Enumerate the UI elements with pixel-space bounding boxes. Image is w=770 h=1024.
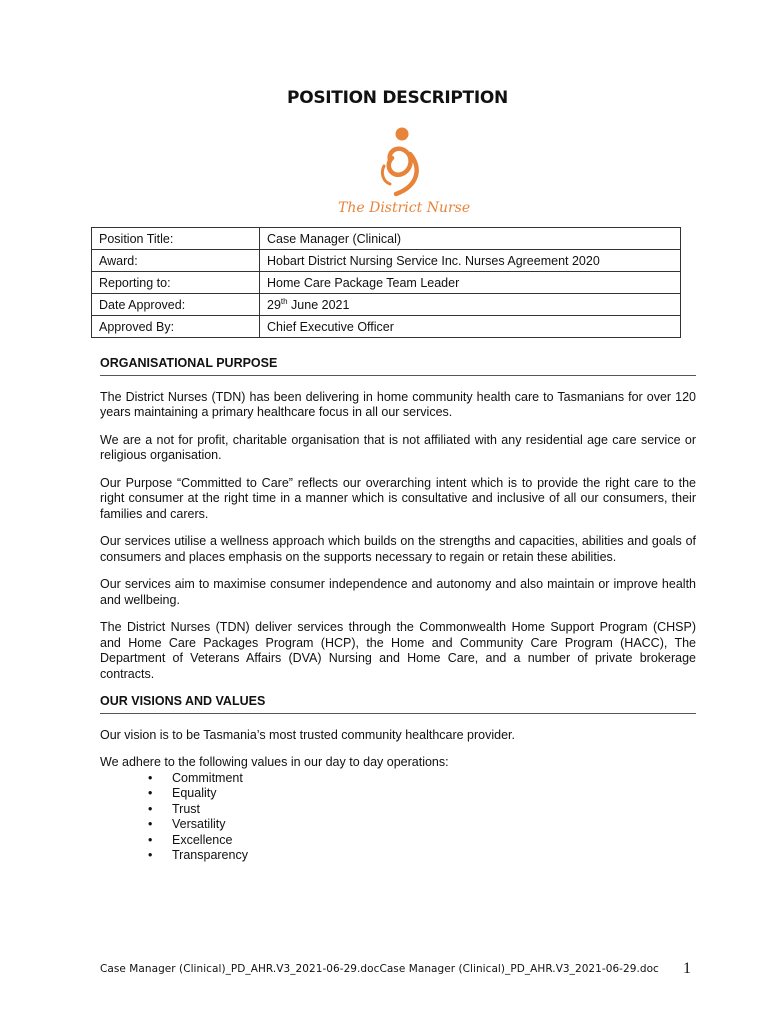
the-district-nurses-logo (330, 124, 470, 216)
purpose-paragraph: Our Purpose “Committed to Care” reflects our overarching intent which is to provide the right care to the right consumer at the right time in a manner which is consultative and inclusive of all our consumers, their families and carers. (100, 475, 696, 521)
approved-by-label: Approved By: (92, 316, 260, 338)
date-suffix: th (280, 296, 288, 306)
purpose-paragraph: The District Nurses (TDN) has been delivering in home community health care to Tasmanians for over 120 years maintaining a primary healthcare focus in all our services. (100, 389, 696, 419)
date-rest: June 2021 (287, 297, 350, 312)
list-item: • Equality (148, 786, 696, 802)
list-item: • Excellence (148, 833, 696, 849)
purpose-paragraph: Our services aim to maximise consumer independence and autonomy and also maintain or improve health and wellbeing. (100, 577, 696, 607)
purpose-paragraph: Our services utilise a wellness approach which builds on the strengths and capacities, abilities and goals of consumers and places emphasis on the supports necessary to regain or retain these abilities. (100, 534, 696, 564)
table-row (92, 316, 681, 338)
list-item: • Versatility (148, 817, 696, 833)
date-approved-value (260, 294, 681, 316)
values-list (100, 771, 696, 864)
reporting-to-label: Reporting to: (92, 272, 260, 294)
page-number: 1 (683, 960, 691, 977)
table-row (92, 228, 681, 250)
values-intro: We adhere to the following values in our day to day operations: (100, 755, 449, 769)
vision-statement: Our vision is to be Tasmania’s most trusted community healthcare provider. (100, 727, 516, 742)
logo-wordmark: The District Nurses (338, 200, 470, 216)
position-details-table (91, 227, 681, 338)
award-value: Hobart District Nursing Service Inc. Nurses Agreement 2020 (260, 250, 681, 272)
table-row (92, 294, 681, 316)
table-row (92, 272, 681, 294)
purpose-paragraph: We are a not for profit, charitable organisation that is not affiliated with any residential age care service or religious organisation. (100, 432, 696, 462)
footer-filename: Case Manager (Clinical)_PD_AHR.V3_2021-06-29.docCase Manager (Clinical)_PD_AHR.V3_2021-06-29.doc (100, 963, 659, 975)
document-body (100, 356, 696, 864)
date-day: 29 (267, 297, 281, 312)
date-approved-label: Date Approved: (92, 294, 260, 316)
purpose-paragraph: The District Nurses (TDN) deliver services through the Commonwealth Home Support Program (CHSP) and Home Care Packages Program (HCP), the Home and Community Care Program (HACC), The Department of Veterans Affairs (DVA) Nursing and Home Care, and a number of private brokerage contracts. (100, 620, 696, 681)
reporting-to-value: Home Care Package Team Leader (260, 272, 681, 294)
list-item: • Commitment (148, 771, 696, 787)
list-item: • Trust (148, 802, 696, 818)
table-row (92, 250, 681, 272)
visions-values-heading: OUR VISIONS AND VALUES (100, 694, 696, 714)
position-title-value: Case Manager (Clinical) (260, 228, 681, 250)
award-label: Award: (92, 250, 260, 272)
organisational-purpose-heading: ORGANISATIONAL PURPOSE (100, 356, 696, 376)
approved-by-value: Chief Executive Officer (260, 316, 681, 338)
logo-icon (330, 124, 470, 216)
page-title: POSITION DESCRIPTION (287, 88, 508, 108)
list-item: • Transparency (148, 848, 696, 864)
position-title-label: Position Title: (92, 228, 260, 250)
